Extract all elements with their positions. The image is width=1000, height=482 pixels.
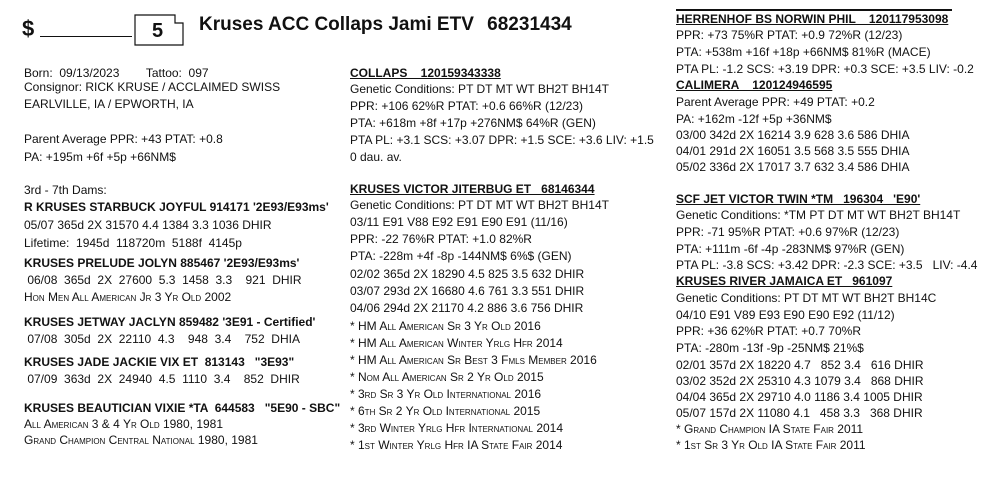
dams-dam-name: KRUSES RIVER JAMAICA ET 961097 xyxy=(676,274,893,288)
dams-dam-record-3: 04/04 365d 2X 29710 4.0 1186 3.4 1005 DHIR xyxy=(676,390,923,404)
consignor-line: Consignor: RICK KRUSE / ACCLAIMED SWISS xyxy=(24,80,281,94)
location-line: EARLVILLE, IA / EPWORTH, IA xyxy=(24,97,194,111)
dam-award-6: * 6th Sr 2 Yr Old International 2015 xyxy=(350,404,541,418)
pa-line: PA: +195m +6f +5p +66NM$ xyxy=(24,150,176,164)
dams-dam-line-4: PTA: -280m -13f -9p -25NM$ 21%$ xyxy=(676,341,864,355)
dam-line-3: PPR: -22 76%R PTAT: +1.0 82%R xyxy=(350,232,532,246)
sire-line-3: PTA: +618m +8f +17p +276NM$ 64%R (GEN) xyxy=(350,116,596,130)
dam-4-award: Hon Men All American Jr 3 Yr Old 2002 xyxy=(24,290,232,304)
dam-3-lifetime: Lifetime: 1945d 118720m 5188f 4145p xyxy=(24,236,242,250)
sire-line-4: PTA PL: +3.1 SCS: +3.07 DPR: +1.5 SCE: +3.6 LIV: +1.5 xyxy=(350,133,654,147)
dam-name: KRUSES VICTOR JITERBUG ET 68146344 xyxy=(350,182,595,196)
dams-dam-record-4: 05/07 157d 2X 11080 4.1 458 3.3 368 DHIR xyxy=(676,406,923,420)
sires-dam-line-5: 05/02 336d 2X 17017 3.7 632 3.4 586 DHIA xyxy=(676,160,910,174)
sires-sire-name: HERRENHOF BS NORWIN PHIL 120117953098 xyxy=(676,12,949,26)
animal-title xyxy=(199,14,572,36)
dam-7-award-2: Grand Champion Central National 1980, 1981 xyxy=(24,433,258,447)
parent-average-line: Parent Average PPR: +43 PTAT: +0.8 xyxy=(24,132,223,146)
registration-number: 68231434 xyxy=(487,14,572,35)
dam-5-name: KRUSES JETWAY JACLYN 859482 '3E91 - Certified' xyxy=(24,315,316,329)
dams-sire-line-1: Genetic Conditions: *TM PT DT MT WT BH2T BH14T xyxy=(676,208,961,222)
dam-3-name: R KRUSES STARBUCK JOYFUL 914171 '2E93/E93ms' xyxy=(24,200,329,214)
dams-sire-name: SCF JET VICTOR TWIN *TM 196304 'E90' xyxy=(676,192,921,206)
sires-dam-line-2: PA: +162m -12f +5p +36NM$ xyxy=(676,112,832,126)
dam-line-6: 03/07 293d 2X 16680 4.6 761 3.3 551 DHIR xyxy=(350,284,585,298)
sires-sire-line-2: PTA: +538m +16f +18p +66NM$ 81%R (MACE) xyxy=(676,45,931,59)
dam-6-record: 07/09 363d 2X 24940 4.5 1110 3.4 852 DHIR xyxy=(24,372,300,386)
sire-line-1: Genetic Conditions: PT DT MT WT BH2T BH14T xyxy=(350,82,609,96)
dam-7-name: KRUSES BEAUTICIAN VIXIE *TA 644583 "5E90 - SBC" xyxy=(24,401,341,415)
sire-line-5: 0 dau. av. xyxy=(350,150,402,164)
dam-5-record: 07/08 305d 2X 22110 4.3 948 3.4 752 DHIA xyxy=(24,332,300,346)
dams-dam-line-2: 04/10 E91 V89 E93 E90 E90 E92 (11/12) xyxy=(676,308,895,322)
sires-dam-line-4: 04/01 291d 2X 16051 3.5 568 3.5 555 DHIA xyxy=(676,144,910,158)
dams-sire-line-4: PTA PL: -3.8 SCS: +3.42 DPR: -2.3 SCE: +3.5 LIV: -4.4 xyxy=(676,258,978,272)
dams-sire-line-3: PTA: +111m -6f -4p -283NM$ 97%R (GEN) xyxy=(676,242,905,256)
dams-dam-record-2: 03/02 352d 2X 25310 4.3 1079 3.4 868 DHIR xyxy=(676,374,924,388)
dams-dam-line-3: PPR: +36 62%R PTAT: +0.7 70%R xyxy=(676,324,861,338)
dam-award-2: * HM All American Winter Yrlg Hfr 2014 xyxy=(350,336,563,350)
sires-dam-line-3: 03/00 342d 2X 16214 3.9 628 3.6 586 DHIA xyxy=(676,128,910,142)
animal-name: Kruses ACC Collaps Jami ETV xyxy=(199,14,474,35)
dam-7-award-1: All American 3 & 4 Yr Old 1980, 1981 xyxy=(24,417,224,431)
dam-4-name: KRUSES PRELUDE JOLYN 885467 '2E93/E93ms' xyxy=(24,256,300,270)
sire-line-2: PPR: +106 62%R PTAT: +0.6 66%R (12/23) xyxy=(350,99,584,113)
sires-sire-line-3: PTA PL: -1.2 SCS: +3.19 DPR: +0.3 SCE: +3.5 LIV: -0.2 xyxy=(676,62,974,76)
born-line: Born: 09/13/2023 Tattoo: 097 xyxy=(24,66,209,80)
dam-line-1: Genetic Conditions: PT DT MT WT BH2T BH14T xyxy=(350,198,609,212)
dollar-sign: $ xyxy=(22,16,35,41)
dams-sire-line-2: PPR: -71 95%R PTAT: +0.6 97%R (12/23) xyxy=(676,225,900,239)
dam-award-4: * Nom All American Sr 2 Yr Old 2015 xyxy=(350,370,544,384)
lot-number: 5 xyxy=(152,20,164,42)
dams-dam-award-2: * 1st Sr 3 Yr Old IA State Fair 2011 xyxy=(676,438,866,452)
dam-award-5: * 3rd Sr 3 Yr Old International 2016 xyxy=(350,387,542,401)
dams-dam-line-1: Genetic Conditions: PT DT MT WT BH2T BH14C xyxy=(676,291,937,305)
dam-line-7: 04/06 294d 2X 21170 4.2 886 3.6 756 DHIR xyxy=(350,301,584,315)
dam-line-2: 03/11 E91 V88 E92 E91 E90 E91 (11/16) xyxy=(350,215,568,229)
dams-dam-award-1: * Grand Champion IA State Fair 2011 xyxy=(676,422,864,436)
sire-name: COLLAPS 120159343338 xyxy=(350,66,501,80)
dam-award-1: * HM All American Sr 3 Yr Old 2016 xyxy=(350,319,541,333)
sires-dam-line-1: Parent Average PPR: +49 PTAT: +0.2 xyxy=(676,95,875,109)
sires-sire-line-1: PPR: +73 75%R PTAT: +0.9 72%R (12/23) xyxy=(676,28,903,42)
lot-box xyxy=(134,14,184,46)
top-rule xyxy=(676,9,952,11)
dam-award-7: * 3rd Winter Yrlg Hfr International 2014 xyxy=(350,421,564,435)
dams-heading: 3rd - 7th Dams: xyxy=(24,183,107,197)
dam-line-5: 02/02 365d 2X 18290 4.5 825 3.5 632 DHIR xyxy=(350,267,585,281)
dam-3-record: 05/07 365d 2X 31570 4.4 1384 3.3 1036 DHIR xyxy=(24,218,272,232)
dam-6-name: KRUSES JADE JACKIE VIX ET 813143 "3E93" xyxy=(24,355,295,369)
price-blank-line xyxy=(40,36,132,37)
dams-dam-record-1: 02/01 357d 2X 18220 4.7 852 3.4 616 DHIR xyxy=(676,358,924,372)
dam-4-record: 06/08 365d 2X 27600 5.3 1458 3.3 921 DHIR xyxy=(24,273,302,287)
dam-line-4: PTA: -228m +4f -8p -144NM$ 6%$ (GEN) xyxy=(350,249,572,263)
dam-award-8: * 1st Winter Yrlg Hfr IA State Fair 2014 xyxy=(350,438,563,452)
sires-dam-name: CALIMERA 120124946595 xyxy=(676,78,833,92)
dam-award-3: * HM All American Sr Best 3 Fmls Member 2016 xyxy=(350,353,597,367)
